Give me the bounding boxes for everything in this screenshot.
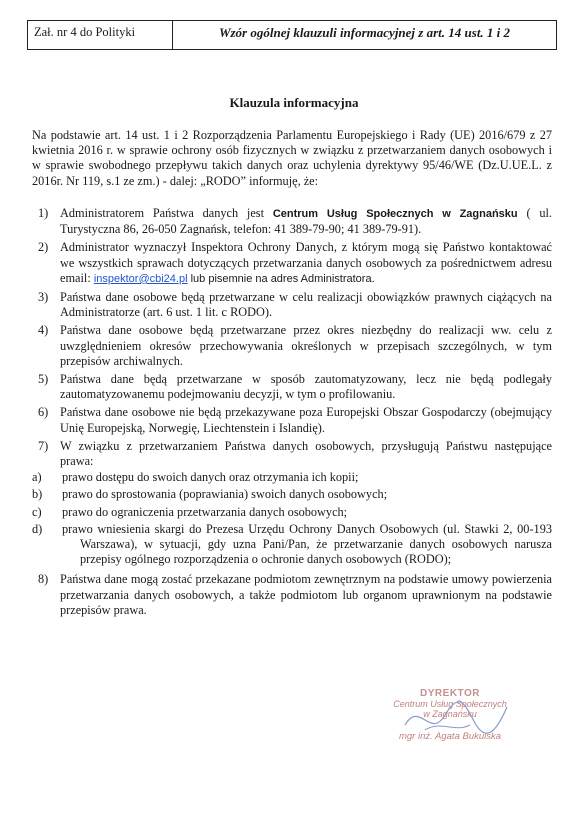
sub-item-letter: d) (32, 521, 43, 536)
list-item (32, 323, 552, 369)
stamp-organization: Centrum Usług Społecznych (393, 699, 507, 709)
sub-item (32, 487, 552, 502)
list-item (32, 439, 552, 570)
item-text: Państwa dane osobowe nie będą przekazywane poza Europejski Obszar Gospodarczy (obejmujący Unię Europejską, Norwegię, Liechtenstein i Islandię). (60, 405, 552, 435)
sub-item-letter: a) (32, 470, 42, 485)
item-number: 1) (38, 206, 49, 220)
sub-item-letter: c) (32, 504, 42, 519)
page-title: Klauzula informacyjna (229, 95, 359, 110)
item-text (60, 240, 552, 287)
sub-item-text: prawo wniesienia skargi do Prezesa Urzędu Ochrony Danych Osobowych (ul. Stawki 2, 00-193 Warszawa), w sytuacji, gdy uzna Pani/Pan, że przetwarzanie danych osobowych narusza przepisy ogólnego rozporządzenia o ochronie danych osobowych (RODO); (62, 521, 552, 567)
item-number: 6) (38, 405, 49, 420)
item-number: 2) (38, 240, 49, 255)
item-text: Państwa dane osobowe będą przetwarzane przez okres niezbędny do realizacji ww. celu z uwzględnieniem okresów przechowywania określonych w przepisach szczególnych, w tym przepisów archiwalnych. (60, 323, 552, 368)
item-text-part: W związku z przetwarzaniem Państwa danych osobowych, przysługują Państwu następujące prawa: (60, 438, 552, 469)
stamp-place: w Zagnańsku (423, 709, 477, 719)
administrator-name: Centrum Usług Społecznych w Zagnańsku (272, 208, 518, 220)
item-text: Państwa dane mogą zostać przekazane podmiotom zewnętrznym na podstawie umowy powierzenia przetwarzania danych osobowych, a także podmiotom lub organom uprawnionym na podstawie przepisów prawa. (60, 572, 552, 617)
email-link[interactable]: inspektor@cbi24.pl (93, 272, 188, 285)
stamp-signatory-name: mgr inż. Agata Bukulska (398, 731, 502, 742)
stamp-title: DYREKTOR (420, 688, 480, 699)
item-number: 7) (38, 438, 49, 453)
item-number: 4) (38, 323, 49, 338)
handwritten-signature (395, 695, 515, 745)
sub-item-text: prawo do sprostowania (poprawiania) swoich danych osobowych; (62, 487, 388, 502)
item-text-part: Administratorem Państwa danych jest (60, 206, 273, 220)
attachment-label: Zał. nr 4 do Polityki (28, 21, 173, 49)
item-text: Państwa dane będą przetwarzane w sposób zautomatyzowany, lecz nie będą podlegały zautomatyzowanemu podejmowaniu decyzji, w tym o profilowaniu. (60, 372, 552, 402)
administrator-address: ( ul. Turystyczna 86, 26-050 Zagnańsk, telefon: 41 389-79-90; 41 389-79-91). (60, 206, 552, 237)
sub-item-text: prawo dostępu do swoich danych oraz otrzymania ich kopii; (62, 470, 359, 485)
sub-item (32, 505, 552, 520)
intro-paragraph: Na podstawie art. 14 ust. 1 i 2 Rozporządzenia Parlamentu Europejskiego i Rady (UE) 2016/679 z 27 kwietnia 2016 r. w sprawie ochrony osób fizycznych w związku z przetwarzaniem danych osobowych i w sprawie swobodnego przepływu takich danych oraz uchylenia dyrektywy 95/46/WE (Dz.U.UE.L. z 2016r. Nr 119, s.1 ze zm.) - dalej: „RODO” informuję, że: (32, 128, 552, 188)
sub-item (32, 522, 552, 568)
item-text-part: lub pisemnie na adres Administratora. (187, 272, 375, 285)
list-item (32, 240, 552, 287)
clause-list (32, 206, 552, 621)
header-box (27, 20, 557, 50)
list-item (32, 290, 552, 320)
list-item (32, 372, 552, 402)
list-item (32, 405, 552, 435)
sub-item-letter: b) (32, 487, 43, 502)
sub-item-text: prawo do ograniczenia przetwarzania danych osobowych; (62, 504, 348, 519)
item-text (60, 206, 552, 237)
item-number: 8) (38, 572, 49, 587)
item-text (32, 438, 552, 570)
list-item (32, 206, 552, 237)
item-text-part: Administrator wyznaczył Inspektora Ochrony Danych, z którym mogą się Państwo kontaktować we wszystkich sprawach dotyczących przetwarzania danych osobowych za pośrednictwem adresu email: (60, 240, 552, 285)
sub-item (32, 470, 552, 485)
item-number: 5) (38, 372, 49, 387)
item-text: Państwa dane osobowe będą przetwarzane w celu realizacji obowiązków prawnych ciążących na Administratorze (art. 6 ust. 1 lit. c RODO). (60, 290, 552, 320)
document-subtitle: Wzór ogólnej klauzuli informacyjnej z art. 14 ust. 1 i 2 (218, 25, 511, 40)
list-item (32, 572, 552, 618)
item-number: 3) (38, 290, 49, 305)
